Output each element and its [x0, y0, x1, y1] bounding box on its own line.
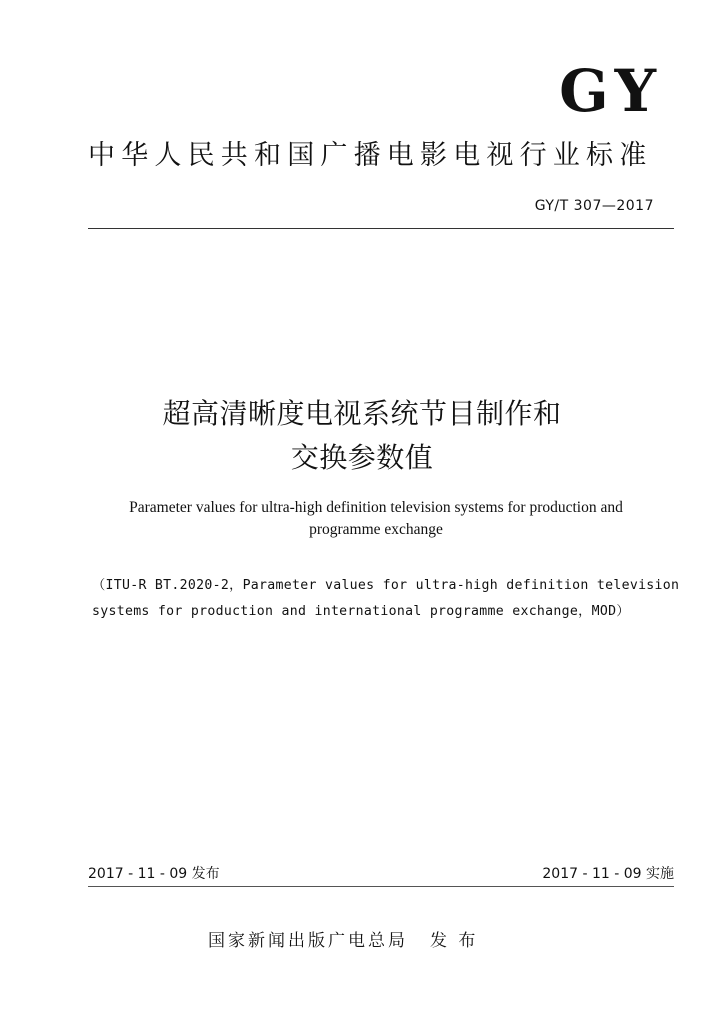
publisher-name: 国家新闻出版广电总局 — [208, 931, 408, 951]
gy-logo: GY — [559, 57, 662, 125]
chinese-title — [0, 392, 724, 480]
issue-date: 2017 - 11 - 09 发布 — [88, 866, 220, 882]
footer-divider — [88, 886, 674, 887]
itu-reference-line-2: systems for production and international programme exchange，MOD） — [92, 604, 630, 619]
standard-number: GY/T 307—2017 — [534, 198, 654, 214]
itu-reference-line-1: （ITU-R BT.2020-2，Parameter values for ultra-high definition television — [92, 578, 680, 593]
english-title — [40, 497, 712, 541]
org-title: 中华人民共和国广播电影电视行业标准 — [88, 140, 653, 171]
chinese-title-line-1: 超高清晰度电视系统节目制作和 — [162, 397, 562, 430]
chinese-title-line-2: 交换参数值 — [290, 441, 434, 474]
header-divider — [88, 228, 674, 229]
publisher-line — [208, 933, 478, 950]
publish-label: 发 布 — [430, 931, 479, 951]
itu-reference — [92, 573, 682, 625]
english-title-line-2: programme exchange — [309, 521, 443, 538]
implementation-date: 2017 - 11 - 09 实施 — [542, 866, 674, 882]
english-title-line-1: Parameter values for ultra-high definition television systems for production and — [129, 499, 623, 516]
